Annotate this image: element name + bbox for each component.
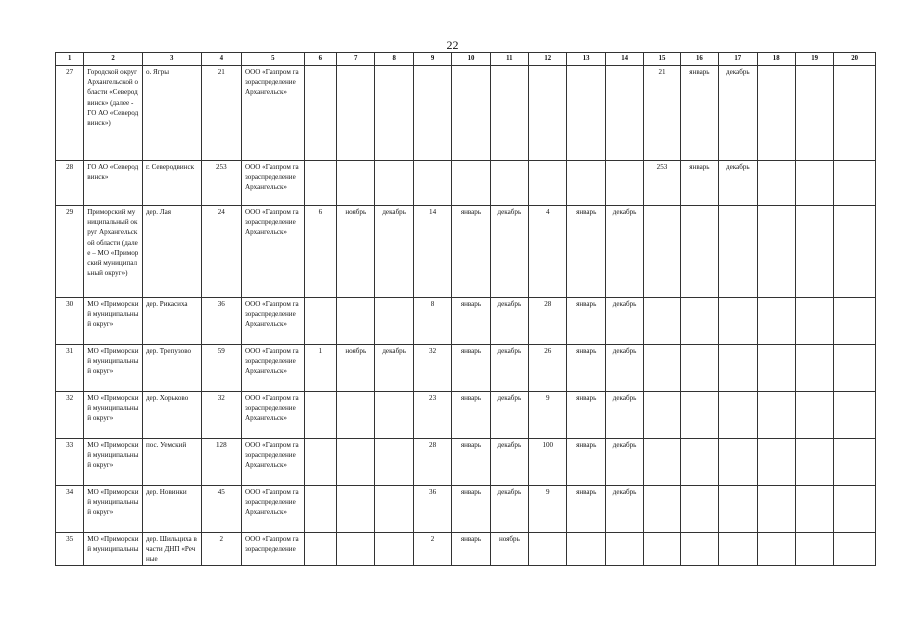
table-cell: декабрь [605, 439, 643, 486]
table-cell [757, 392, 795, 439]
table-row [56, 345, 876, 392]
table-cell: ООО «Газпром газораспределение Архангельск» [242, 161, 305, 206]
table-cell [719, 533, 757, 566]
table-cell: 253 [201, 161, 241, 206]
table-cell [452, 66, 490, 161]
table-cell: 28 [529, 298, 567, 345]
table-cell [413, 66, 451, 161]
table-cell: МО «Приморский муниципальный округ» [84, 439, 143, 486]
table-cell: 2 [201, 533, 241, 566]
table-cell: 21 [644, 66, 680, 161]
table-cell [490, 66, 528, 161]
column-header: 20 [834, 53, 876, 66]
table-cell: дер. Новинки [142, 486, 201, 533]
table-cell [605, 533, 643, 566]
table-cell [337, 298, 375, 345]
table-cell [680, 345, 718, 392]
column-header: 2 [84, 53, 143, 66]
column-header: 5 [242, 53, 305, 66]
table-cell [757, 533, 795, 566]
table-cell: декабрь [490, 439, 528, 486]
table-cell: 31 [56, 345, 84, 392]
table-cell: ноябрь [337, 206, 375, 298]
table-cell: 8 [413, 298, 451, 345]
table-cell [375, 161, 413, 206]
table-cell: 33 [56, 439, 84, 486]
column-header: 12 [529, 53, 567, 66]
table-cell [644, 486, 680, 533]
table-cell: 1 [304, 345, 336, 392]
table-cell [757, 298, 795, 345]
table-cell: 34 [56, 486, 84, 533]
table-cell: 28 [56, 161, 84, 206]
column-header: 19 [795, 53, 833, 66]
table-cell: ООО «Газпром газораспределение Архангельск» [242, 206, 305, 298]
table-cell: 9 [529, 392, 567, 439]
table-cell: МО «Приморский муниципальны [84, 533, 143, 566]
table-cell: 4 [529, 206, 567, 298]
table-row [56, 439, 876, 486]
table-cell: 45 [201, 486, 241, 533]
table-cell: январь [567, 486, 605, 533]
page-number: 22 [446, 38, 459, 52]
table-cell [304, 66, 336, 161]
table-cell [680, 486, 718, 533]
table-cell: МО «Приморский муниципальный округ» [84, 392, 143, 439]
table-cell: январь [680, 66, 718, 161]
table-cell: декабрь [605, 298, 643, 345]
table-cell [757, 486, 795, 533]
table-cell: 253 [644, 161, 680, 206]
table-cell [680, 206, 718, 298]
table-cell: декабрь [605, 392, 643, 439]
table-cell [644, 298, 680, 345]
table-cell: декабрь [490, 486, 528, 533]
table-cell: дер. Хорьково [142, 392, 201, 439]
column-header: 16 [680, 53, 718, 66]
column-header: 14 [605, 53, 643, 66]
table-cell [834, 533, 876, 566]
table-cell [834, 392, 876, 439]
table-cell: Городской округ Архангельской области «Северодвинск» (далее - ГО АО «Северодвинск») [84, 66, 143, 161]
table-cell: ООО «Газпром газораспределение Архангельск» [242, 439, 305, 486]
table-cell [490, 161, 528, 206]
table-cell: 36 [201, 298, 241, 345]
table-cell: январь [567, 298, 605, 345]
table-cell [375, 533, 413, 566]
table-cell [375, 66, 413, 161]
table-cell [375, 392, 413, 439]
table-cell [834, 345, 876, 392]
table-row [56, 161, 876, 206]
table-cell [757, 206, 795, 298]
table-cell [757, 439, 795, 486]
table-cell [337, 161, 375, 206]
table-cell [757, 345, 795, 392]
table-cell: декабрь [719, 161, 757, 206]
table-cell [680, 533, 718, 566]
table-cell [795, 66, 833, 161]
table-cell: ООО «Газпром газораспределение [242, 533, 305, 566]
column-header: 1 [56, 53, 84, 66]
table-cell: ГО АО «Северодвинск» [84, 161, 143, 206]
table-cell [644, 533, 680, 566]
column-header: 13 [567, 53, 605, 66]
table-cell [795, 206, 833, 298]
table-cell [529, 533, 567, 566]
table-cell [719, 486, 757, 533]
table-cell: январь [452, 345, 490, 392]
table-cell: ноябрь [490, 533, 528, 566]
table-cell: декабрь [605, 206, 643, 298]
table-cell [304, 486, 336, 533]
table-cell: 23 [413, 392, 451, 439]
table-cell [529, 161, 567, 206]
table-cell: январь [567, 206, 605, 298]
table-cell: 6 [304, 206, 336, 298]
column-header: 3 [142, 53, 201, 66]
column-header: 17 [719, 53, 757, 66]
table-cell: декабрь [490, 392, 528, 439]
table-cell: 26 [529, 345, 567, 392]
table-cell: дер. Рикасиха [142, 298, 201, 345]
table-cell: декабрь [605, 486, 643, 533]
schedule-table [55, 52, 876, 566]
table-cell [795, 392, 833, 439]
table-row [56, 486, 876, 533]
table-cell: декабрь [490, 345, 528, 392]
table-cell [605, 66, 643, 161]
table-cell: 14 [413, 206, 451, 298]
table-cell [644, 345, 680, 392]
table-cell [719, 392, 757, 439]
column-header: 6 [304, 53, 336, 66]
table-cell: 32 [413, 345, 451, 392]
table-cell [337, 392, 375, 439]
table-cell [795, 439, 833, 486]
table-cell: пос. Уемский [142, 439, 201, 486]
table-cell [644, 392, 680, 439]
table-body [56, 66, 876, 566]
table-cell [567, 533, 605, 566]
table-cell: январь [567, 392, 605, 439]
table-cell: 59 [201, 345, 241, 392]
table-cell [337, 66, 375, 161]
table-cell [337, 439, 375, 486]
table-cell: январь [680, 161, 718, 206]
table-cell [834, 439, 876, 486]
table-cell [304, 533, 336, 566]
column-header: 7 [337, 53, 375, 66]
table-cell [375, 439, 413, 486]
table-cell [680, 439, 718, 486]
table-cell [719, 439, 757, 486]
table-cell: декабрь [375, 345, 413, 392]
column-header: 11 [490, 53, 528, 66]
table-cell: ноябрь [337, 345, 375, 392]
table-cell [337, 486, 375, 533]
table-cell [452, 161, 490, 206]
table-cell [644, 206, 680, 298]
table-cell [567, 66, 605, 161]
table-cell [567, 161, 605, 206]
table-cell [719, 345, 757, 392]
table-cell [834, 66, 876, 161]
table-cell [719, 206, 757, 298]
table-cell: январь [452, 392, 490, 439]
table-row [56, 66, 876, 161]
table-cell: МО «Приморский муниципальный округ» [84, 486, 143, 533]
table-cell: ООО «Газпром газораспределение Архангельск» [242, 345, 305, 392]
table-cell [834, 298, 876, 345]
table-cell [795, 533, 833, 566]
column-header: 9 [413, 53, 451, 66]
table-cell [834, 161, 876, 206]
table-cell: декабрь [375, 206, 413, 298]
table-cell: декабрь [490, 298, 528, 345]
table-cell [795, 345, 833, 392]
table-row [56, 533, 876, 566]
table-cell [834, 206, 876, 298]
table-cell [529, 66, 567, 161]
table-cell [304, 298, 336, 345]
table-cell [757, 66, 795, 161]
table-cell [304, 439, 336, 486]
table-cell: 27 [56, 66, 84, 161]
table-cell: ООО «Газпром газораспределение Архангельск» [242, 392, 305, 439]
table-cell [680, 392, 718, 439]
table-cell: 32 [201, 392, 241, 439]
column-header: 18 [757, 53, 795, 66]
table-cell: 2 [413, 533, 451, 566]
table-cell: январь [567, 345, 605, 392]
table-header-row [56, 53, 876, 66]
table-cell [644, 439, 680, 486]
table-cell [757, 161, 795, 206]
table-cell [304, 392, 336, 439]
table-cell: МО «Приморский муниципальный округ» [84, 298, 143, 345]
table-cell: МО «Приморский муниципальный округ» [84, 345, 143, 392]
table-cell [413, 161, 451, 206]
table-cell: 35 [56, 533, 84, 566]
table-cell: декабрь [490, 206, 528, 298]
table-cell: г. Северодвинск [142, 161, 201, 206]
table-cell: январь [452, 486, 490, 533]
table-cell [834, 486, 876, 533]
table-cell [375, 298, 413, 345]
table-cell: 28 [413, 439, 451, 486]
table-cell: декабрь [605, 345, 643, 392]
table-cell: Приморский муниципальный округ Архангельской области (далее – МО «Приморский муниципальный округ») [84, 206, 143, 298]
table-cell: декабрь [719, 66, 757, 161]
column-header: 10 [452, 53, 490, 66]
table-cell: 128 [201, 439, 241, 486]
table-cell: 9 [529, 486, 567, 533]
column-header: 8 [375, 53, 413, 66]
table-cell [337, 533, 375, 566]
table-row [56, 298, 876, 345]
table-cell: дер. Трепузово [142, 345, 201, 392]
table-cell: дер. Шильциха в части ДНП «Речные [142, 533, 201, 566]
column-header: 4 [201, 53, 241, 66]
table-cell: январь [567, 439, 605, 486]
table-cell: 100 [529, 439, 567, 486]
table-cell [795, 161, 833, 206]
table-cell: январь [452, 298, 490, 345]
table-cell: ООО «Газпром газораспределение Архангельск» [242, 66, 305, 161]
table-cell [605, 161, 643, 206]
table-cell: 30 [56, 298, 84, 345]
table-row [56, 206, 876, 298]
table-cell [795, 298, 833, 345]
table-cell: 29 [56, 206, 84, 298]
table-row [56, 392, 876, 439]
table-cell: дер. Лая [142, 206, 201, 298]
table-cell [680, 298, 718, 345]
table-cell: 32 [56, 392, 84, 439]
table-cell: январь [452, 533, 490, 566]
table-cell [304, 161, 336, 206]
table-cell [719, 298, 757, 345]
table-cell: январь [452, 206, 490, 298]
table-cell [795, 486, 833, 533]
table-cell: 21 [201, 66, 241, 161]
column-header: 15 [644, 53, 680, 66]
table-cell: 36 [413, 486, 451, 533]
table-cell: о. Ягры [142, 66, 201, 161]
table-cell: ООО «Газпром газораспределение Архангельск» [242, 486, 305, 533]
table-cell: 24 [201, 206, 241, 298]
table-cell: ООО «Газпром газораспределение Архангельск» [242, 298, 305, 345]
table-cell [375, 486, 413, 533]
table-cell: январь [452, 439, 490, 486]
